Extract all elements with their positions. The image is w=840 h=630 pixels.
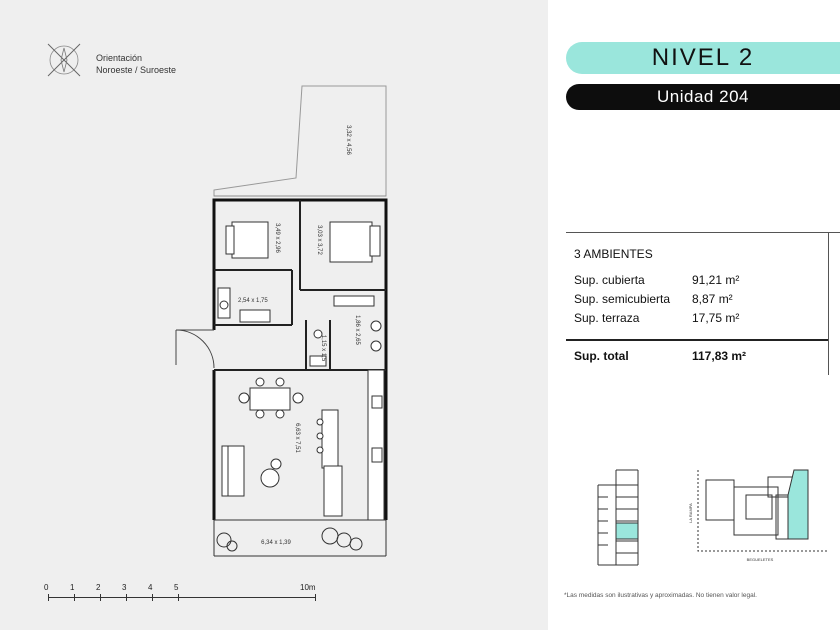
- scale-tick: [74, 594, 75, 601]
- spec-value: 91,21 m²: [692, 273, 740, 287]
- spec-label: Sup. semicubierta: [574, 292, 671, 306]
- bath-2-dim: 1,86 x 2,65: [354, 315, 360, 345]
- toilet-dim: 1,15 x 1,5: [320, 334, 326, 362]
- scale-tick: [126, 594, 127, 601]
- scale-tick: [100, 594, 101, 601]
- balcony: [214, 520, 386, 556]
- bed-1: [226, 222, 268, 258]
- scale-label-5: 5: [174, 583, 179, 592]
- street-label-2: BEGUELETES: [746, 557, 774, 562]
- scale-tick: [152, 594, 153, 601]
- street-label-1: LA RAMPA: [688, 503, 693, 523]
- bed-2: [330, 222, 380, 262]
- scale-tick: [48, 594, 49, 601]
- orientation-label: Orientación: [96, 53, 143, 63]
- spec-value: 8,87 m²: [692, 292, 733, 306]
- dining-table: [239, 378, 303, 418]
- rooms-title: 3 AMBIENTES: [574, 247, 653, 261]
- scale-tick: [178, 594, 179, 601]
- total-separator: [566, 339, 828, 341]
- level-banner: NIVEL 2: [566, 42, 840, 74]
- unit-banner: Unidad 204: [566, 84, 840, 110]
- level-highlight: [616, 523, 638, 539]
- disclaimer: *Las medidas son ilustrativas y aproximadas. No tienen valor legal.: [564, 592, 757, 599]
- unit-highlight: [788, 470, 808, 539]
- scale-label-1: 1: [70, 583, 75, 592]
- living-dim: 6,63 x 7,51: [294, 423, 300, 453]
- spec-label: Sup. cubierta: [574, 273, 645, 287]
- scale-label-10m: 10m: [300, 583, 316, 592]
- total-label: Sup. total: [574, 349, 629, 363]
- scale-bar: [44, 583, 324, 613]
- terrace: [214, 86, 386, 196]
- scale-label-2: 2: [96, 583, 101, 592]
- sofa: [222, 446, 281, 496]
- table-divider: [828, 233, 829, 375]
- scale-label-4: 4: [148, 583, 153, 592]
- balcony-dim: 6,34 x 1,39: [261, 540, 291, 546]
- terrace-dim: 3,32 x 4,56: [345, 125, 351, 155]
- scale-line: [48, 597, 316, 598]
- area-table: [566, 232, 840, 375]
- total-value: 117,83 m²: [692, 349, 747, 363]
- building-section: [598, 470, 638, 565]
- scale-tick: [315, 594, 316, 601]
- info-panel: [548, 0, 840, 630]
- kitchen: [317, 370, 384, 520]
- orientation-value: Noroeste / Suroeste: [96, 65, 177, 75]
- bath-1: [218, 288, 270, 322]
- spec-label: Sup. terraza: [574, 311, 640, 325]
- entry-door: [176, 330, 214, 368]
- bath-1-dim: 2,54 x 1,75: [238, 298, 268, 304]
- key-plan: [588, 465, 828, 575]
- spec-value: 17,75 m²: [692, 311, 740, 325]
- bedroom-2-dim: 3,03 x 3,72: [316, 225, 322, 255]
- bedroom-1-dim: 3,49 x 2,96: [274, 223, 280, 253]
- scale-label-3: 3: [122, 583, 127, 592]
- scale-label-0: 0: [44, 583, 49, 592]
